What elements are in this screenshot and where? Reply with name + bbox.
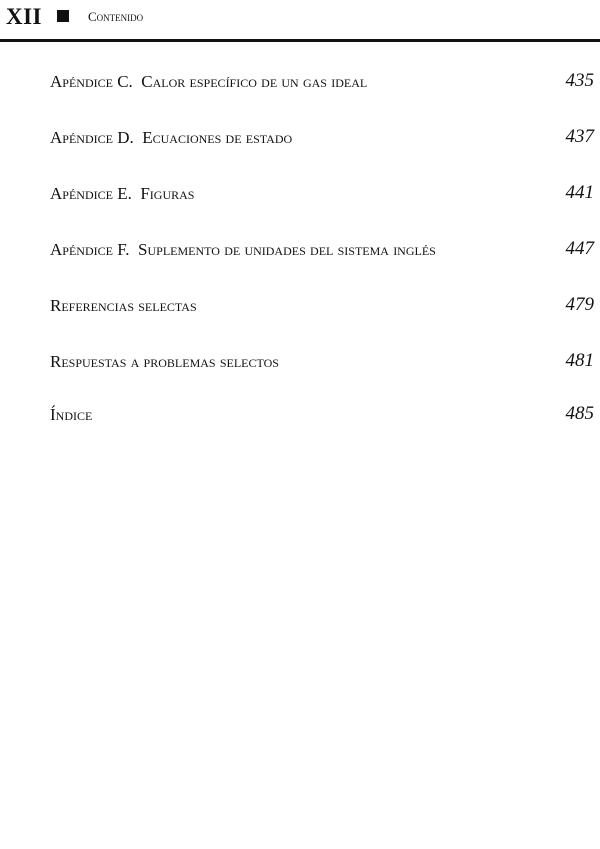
toc-entry-title: Respuestas a problemas selectos bbox=[50, 352, 279, 371]
toc-entry-page: 435 bbox=[565, 70, 594, 91]
toc-entry-appendix-e[interactable] bbox=[0, 184, 600, 210]
toc-entry-title bbox=[50, 240, 436, 260]
toc-entry-heading: Ecuaciones de estado bbox=[142, 128, 293, 147]
toc-entry-page: 441 bbox=[565, 182, 594, 203]
toc-entry-heading: Suplemento de unidades del sistema inglés bbox=[138, 240, 436, 259]
toc-entry-title bbox=[50, 128, 292, 148]
toc-entry-label: Apéndice D. bbox=[50, 128, 134, 147]
toc-entry-page: 485 bbox=[565, 403, 594, 424]
running-head: Contenido bbox=[88, 9, 144, 24]
toc-entry-title: Referencias selectas bbox=[50, 296, 197, 315]
toc-entry-page: 479 bbox=[565, 294, 594, 315]
toc-entry-page: 437 bbox=[565, 126, 594, 147]
toc-entry-label: Apéndice E. bbox=[50, 184, 132, 203]
toc-entry-references[interactable] bbox=[0, 296, 600, 322]
toc-entry-page: 481 bbox=[565, 350, 594, 371]
toc-entry-label: Apéndice C. bbox=[50, 72, 133, 91]
toc-entry-answers[interactable] bbox=[0, 352, 600, 378]
toc-entry-title bbox=[50, 72, 367, 92]
toc-entry-label: Apéndice F. bbox=[50, 240, 130, 259]
header-rule bbox=[0, 39, 600, 42]
toc-entry-appendix-c[interactable] bbox=[0, 72, 600, 98]
toc-entry-title bbox=[50, 184, 194, 204]
toc-entry-heading: Figuras bbox=[140, 184, 195, 203]
toc-entry-page: 447 bbox=[565, 238, 594, 259]
toc-entry-index[interactable] bbox=[0, 405, 600, 431]
toc-entry-appendix-f[interactable] bbox=[0, 240, 600, 266]
toc-entry-appendix-d[interactable] bbox=[0, 128, 600, 154]
toc-entry-heading: Calor específico de un gas ideal bbox=[141, 72, 368, 91]
toc-entry-title: Índice bbox=[50, 405, 93, 424]
page-number: XII bbox=[6, 4, 43, 29]
page-header bbox=[0, 0, 600, 42]
square-bullet-icon bbox=[57, 10, 69, 22]
